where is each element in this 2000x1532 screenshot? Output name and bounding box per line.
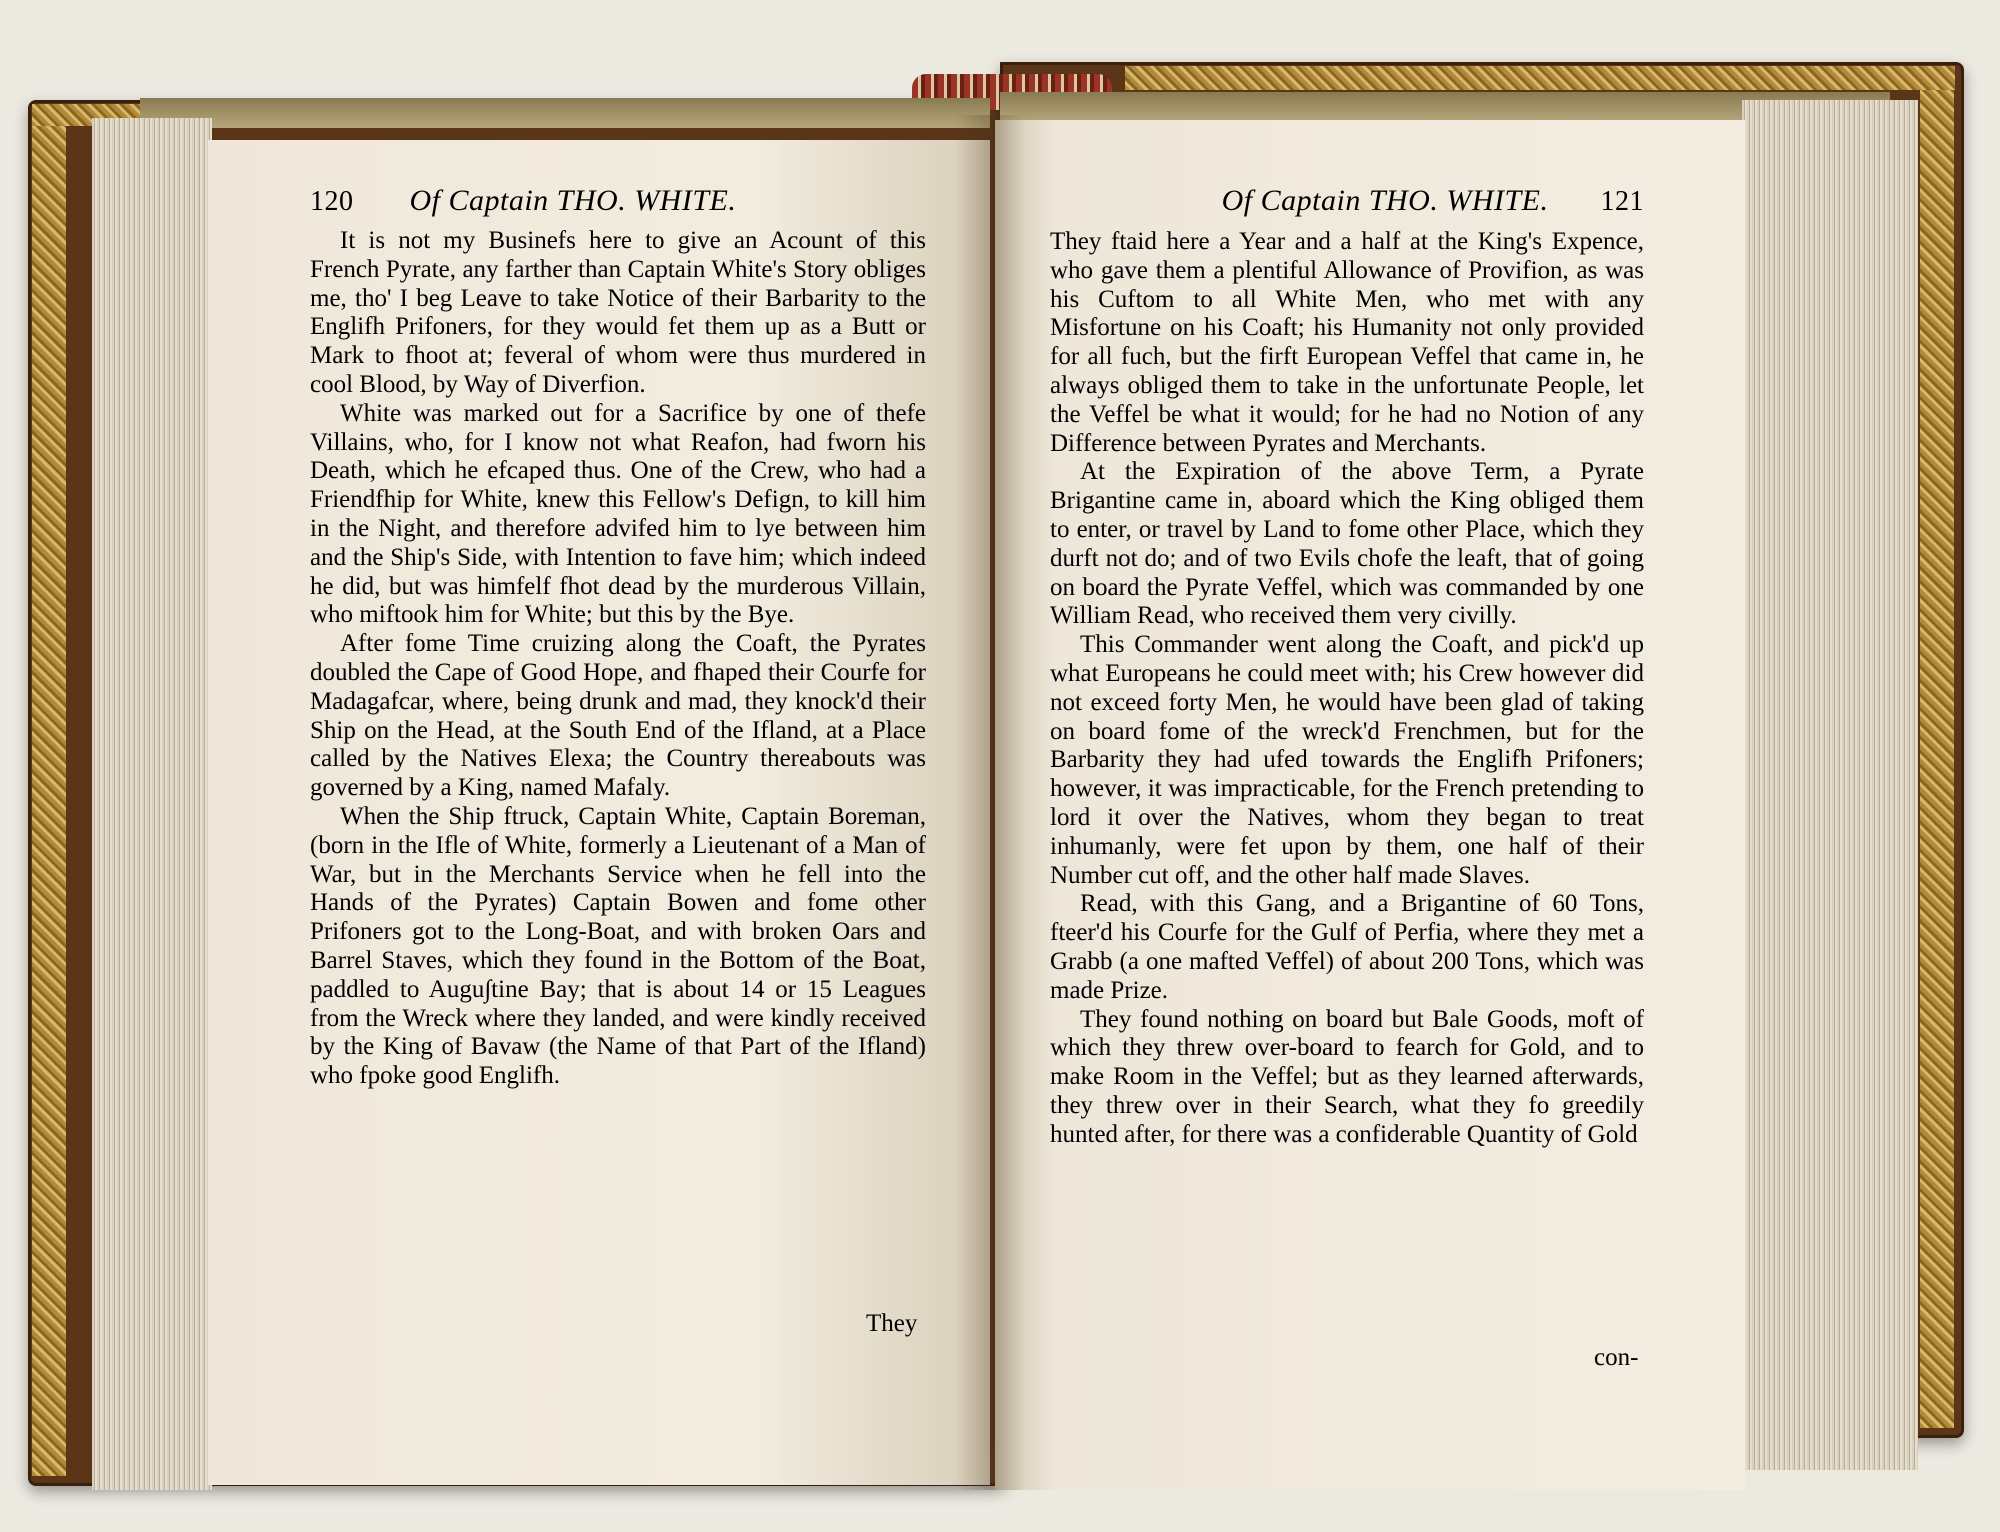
right-page-text [1050, 228, 1644, 1150]
gilt-border-right [1920, 66, 1954, 1428]
right-page-number: 121 [1600, 186, 1644, 217]
paragraph: At the Expiration of the above Term, a Pyrate Brigantine came in, aboard which the King obliged them to enter, or travel by Land to fome other Place, which they durft not do; and of two Evils chofe the leaft, that of going on board the Pyrate Veffel, which was commanded by one William Read, who received them very civilly. [1050, 458, 1644, 630]
page-block-edge-left [92, 118, 212, 1490]
right-running-head [1132, 184, 1644, 218]
paragraph: When the Ship ftruck, Captain White, Captain Boreman, (born in the Ifle of White, formerly a Lieutenant of a Man of War, but in the Merchants Service when he fell into the Hands of the Pyrates) Captain Bowen and fome other Prifoners got to the Long-Boat, and with broken Oars and Barrel Staves, which they found in the Bottom of the Boat, paddled to Augu∫tine Bay; that is about 14 or 15 Leagues from the Wreck where they landed, and were kindly received by the King of Bavaw (the Name of that Part of the Ifland) who fpoke good Englifh. [310, 802, 926, 1090]
paragraph: They ftaid here a Year and a half at the King's Expence, who gave them a plentiful Allowance of Provifion, as was his Cuftom to all White Men, who met with any Misfortune on his Coaft; his Humanity not only provided for all fuch, but the firft European Veffel that came in, he always obliged them to take in the unfortunate People, let the Veffel be what it would; for he had no Notion of any Difference between Pyrates and Merchants. [1050, 228, 1644, 457]
page-block-edge-right [1742, 100, 1918, 1470]
paragraph: This Commander went along the Coaft, and pick'd up what Europeans he could meet with; his Crew however did not exceed forty Men, he would have been glad of taking on board fome of the wreck'd Frenchmen, but for the Barbarity they had ufed towards the Englifh Prifoners; however, it was impracticable, for the French pretending to lord it over the Natives, whom they began to treat inhumanly, were fet upon by them, one half of their Number cut off, and the other half made Slaves. [1050, 631, 1644, 889]
right-running-title: Of Captain THO. WHITE. [1221, 184, 1549, 217]
paragraph: They found nothing on board but Bale Goods, moft of which they threw over-board to fearch for Gold, and to make Room in the Veffel; but as they learned afterwards, they threw over in their Search, what they fo greedily hunted after, for there was a confiderable Quantity of Gold [1050, 1005, 1644, 1148]
spine-gutter-shadow [955, 115, 1025, 1490]
paragraph: After fome Time cruizing along the Coaft, the Pyrates doubled the Cape of Good Hope, and fhaped their Courfe for Madagafcar, where, being drunk and mad, they knock'd their Ship on the Head, at the South End of the Ifland, at a Place called by the Natives Elexa; the Country thereabouts was governed by a King, named Mafaly. [310, 630, 926, 802]
paragraph: White was marked out for a Sacrifice by one of thefe Villains, who, for I know not what Reafon, had fworn his Death, which he efcaped thus. One of the Crew, who had a Friendfhip for White, knew this Fellow's Defign, to kill him in the Night, and therefore advifed him to lye between him and the Ship's Side, with Intention to fave him; which indeed he did, but was himfelf fhot dead by the murderous Villain, who miftook him for White; but this by the Bye. [310, 399, 926, 629]
left-catchword: They [866, 1310, 918, 1337]
left-running-title: Of Captain THO. WHITE. [409, 184, 737, 217]
page-top-edge-left [140, 98, 990, 128]
gilt-border-left [32, 104, 66, 1476]
left-page-number: 120 [310, 186, 354, 217]
gilt-border-top-right [1125, 66, 1955, 90]
paragraph: Read, with this Gang, and a Brigantine of 60 Tons, fteer'd his Courfe for the Gulf of Perfia, where they met a Grabb (a one mafted Veffel) of about 200 Tons, which was made Prize. [1050, 890, 1644, 1004]
left-page-text [310, 227, 926, 1091]
right-catchword: con- [1594, 1344, 1639, 1371]
paragraph: It is not my Businefs here to give an Acount of this French Pyrate, any farther than Captain White's Story obliges me, tho' I beg Leave to take Notice of their Barbarity to the Englifh Prifoners, for they would fet them up as a Butt or Mark to fhoot at; feveral of whom were thus murdered in cool Blood, by Way of Diverfion. [310, 227, 926, 398]
left-running-head [310, 184, 926, 218]
